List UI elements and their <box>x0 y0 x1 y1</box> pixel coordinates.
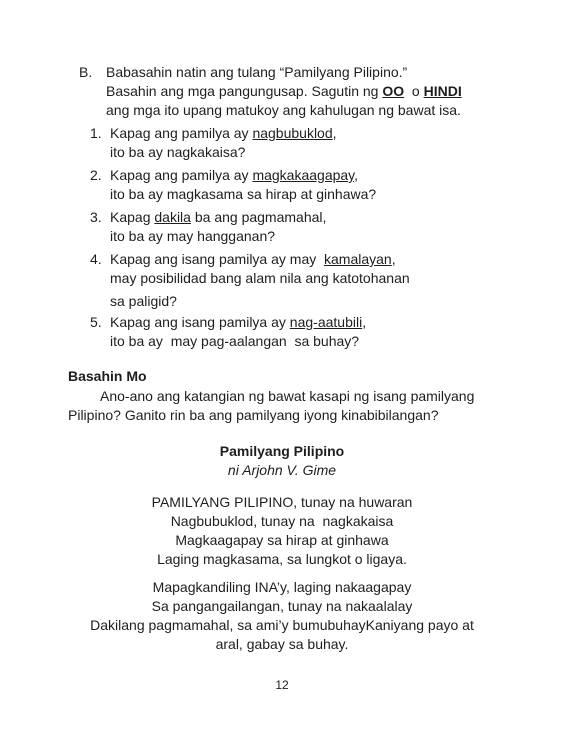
intro-paragraph <box>68 387 488 425</box>
question-line: Kapag ang isang pamilya ay may <box>110 251 325 267</box>
section-heading: Basahin Mo <box>68 368 147 384</box>
section-b-instructions <box>106 63 536 120</box>
vocab-word: magkakaagapay <box>252 167 355 183</box>
question-line: , <box>362 314 367 330</box>
vocab-word: dakila <box>154 209 191 225</box>
question-number: 4. <box>90 251 102 267</box>
poem-author: ni Arjohn V. Gime <box>227 462 337 478</box>
answer-hindi: HINDI <box>423 83 462 99</box>
poem-line: Mapagkandiling INA’y, laging nakaagapay <box>152 579 412 595</box>
question-text <box>110 313 510 351</box>
poem-stanza <box>0 578 564 654</box>
question-line: Kapag ang pamilya ay <box>110 167 253 183</box>
instruction-text: o <box>404 83 424 99</box>
vocab-word: kamalayan <box>324 251 392 267</box>
question-line: , <box>354 167 359 183</box>
question-line: , <box>332 125 337 141</box>
question-line: Kapag ang pamilya ay <box>110 125 253 141</box>
instruction-line: ang mga ito upang matukoy ang kahulugan ng bawat isa. <box>106 102 461 118</box>
poem-title: Pamilyang Pilipino <box>219 443 345 459</box>
question-text <box>110 250 510 311</box>
question-number: 5. <box>90 314 102 330</box>
paragraph-line: Ano-ano ang katangian ng bawat kasapi ng isang pamilyang <box>100 388 475 404</box>
page-number: 12 <box>275 678 289 692</box>
instruction-text: Basahin ang mga pangungusap. Sagutin ng <box>106 83 383 99</box>
question-line: Kapag ang isang pamilya ay <box>110 314 290 330</box>
question-line: ito ba ay nagkakaisa? <box>110 144 246 160</box>
poem-line: Laging magkasama, sa lungkot o ligaya. <box>157 551 407 567</box>
question-line: ito ba ay may hangganan? <box>110 228 276 244</box>
poem-line: Dakilang pagmamahal, sa ami’y bumubuhayKaniyang payo at <box>90 617 474 633</box>
question-line: ito ba ay may pag-aalangan sa buhay? <box>110 333 360 349</box>
question-number: 2. <box>90 167 102 183</box>
poem-stanza <box>0 493 564 569</box>
poem-line: PAMILYANG PILIPINO, tunay na huwaran <box>151 494 413 510</box>
poem-line: Magkaagapay sa hirap at ginhawa <box>175 532 389 548</box>
question-line: , <box>391 251 396 267</box>
question-text <box>110 208 510 246</box>
section-letter: B. <box>79 64 93 80</box>
poem-line: aral, gabay sa buhay. <box>215 636 349 652</box>
poem-line: Nagbubuklod, tunay na nagkakaisa <box>170 513 394 529</box>
question-number: 1. <box>90 125 102 141</box>
poem-line: Sa pangangailangan, tunay na nakaalalay <box>151 598 413 614</box>
answer-oo: OO <box>382 83 405 99</box>
question-line: ba ang pagmamahal, <box>190 209 327 225</box>
question-text <box>110 166 510 204</box>
instruction-line: Babasahin natin ang tulang “Pamilyang Pilipino.” <box>106 64 408 80</box>
question-line: Kapag <box>110 209 155 225</box>
instruction-line <box>106 82 536 101</box>
question-line: ito ba ay magkasama sa hirap at ginhawa? <box>110 186 377 202</box>
question-line: may posibilidad bang alam nila ang katotohanan <box>110 270 410 286</box>
question-text <box>110 124 510 162</box>
question-line: sa paligid? <box>110 293 177 309</box>
paragraph-line: Pilipino? Ganito rin ba ang pamilyang iyong kinabibilangan? <box>68 407 439 423</box>
question-number: 3. <box>90 209 102 225</box>
vocab-word: nag-aatubili <box>289 314 363 330</box>
vocab-word: nagbubuklod <box>252 125 333 141</box>
